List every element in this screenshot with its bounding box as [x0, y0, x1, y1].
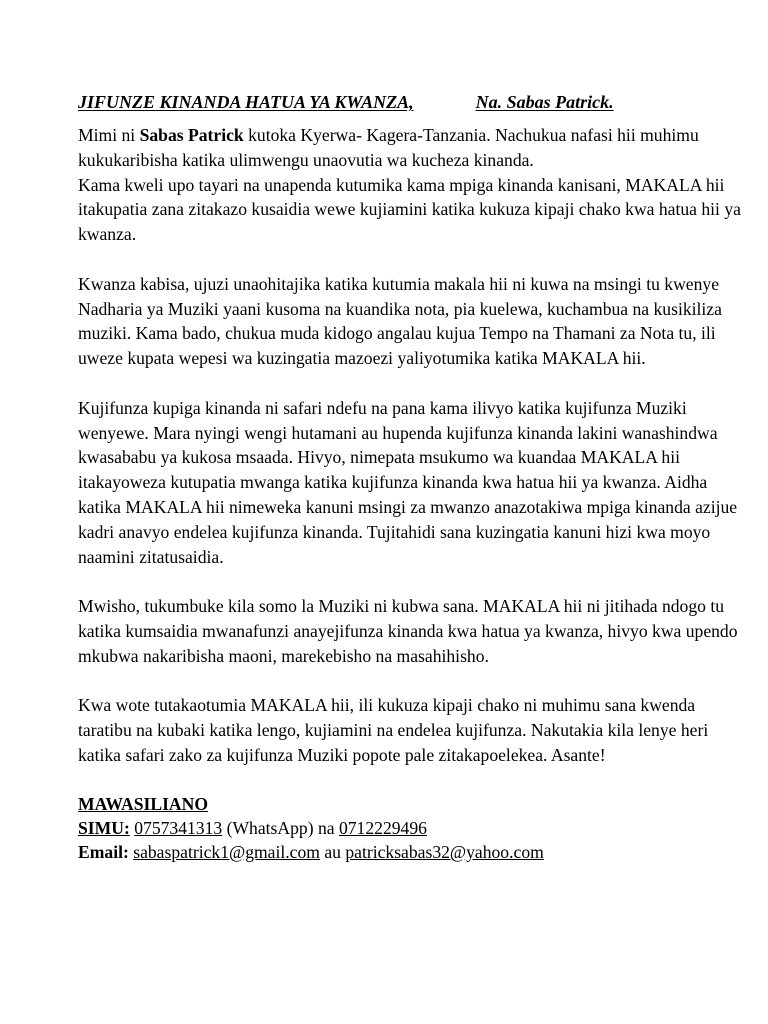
email-link-1[interactable]: sabaspatrick1@gmail.com — [133, 841, 320, 862]
phone-label: SIMU: — [78, 817, 130, 838]
phone-number-2[interactable]: 0712229496 — [338, 817, 427, 838]
intro-paragraph — [78, 123, 750, 173]
intro-text-start: Mimi ni — [78, 125, 140, 145]
intro-paragraph-2: Kama kweli upo tayari na unapenda kutumika kama mpiga kinanda kanisani, MAKALA hii itakupatia zana zitakazo kusaidia wewe kujiamini katika kukuza kipaji chako kwa hatua hii ya kwanza. — [78, 174, 741, 245]
author-name: Sabas Patrick — [139, 125, 244, 145]
email-line — [78, 840, 768, 864]
paragraph-conclusion: Mwisho, tukumbuke kila somo la Muziki ni kubwa sana. MAKALA hii ni jitihada ndogo tu katika kumsaidia mwanafunzi anayejifunza kinanda kwa hatua ya kwanza, hivyo kwa upendo mkubwa nakaribisha maoni, marekebisho na masahihisho. — [78, 596, 738, 666]
document-title: JIFUNZE KINANDA HATUA YA KWANZA, — [78, 92, 414, 112]
document-title-line — [78, 90, 768, 114]
paragraph-requirements: Kwanza kabisa, ujuzi unaohitajika katika kutumia makala hii ni kuwa na msingi tu kwenye Nadharia ya Muziki yaani kusoma na kuandika nota, pia kuelewa, kuchambua na kusikiliza muziki. Kama bado, chukua muda kidogo angalau kujua Tempo na Thamani za Nota tu, ili uweze kupata wepesi wa kuzingatia mazoezi yaliyotumika katika MAKALA hii. — [78, 273, 722, 369]
contacts-heading: MAWASILIANO — [78, 793, 209, 814]
email-label: Email: — [78, 841, 129, 862]
phone-line — [78, 816, 768, 840]
document-author: Na. Sabas Patrick. — [475, 92, 614, 112]
phone-number-1[interactable]: 0757341313 — [134, 817, 223, 838]
paragraph-closing: Kwa wote tutakaotumia MAKALA hii, ili kukuza kipaji chako ni muhimu sana kwenda taratibu na kubaki katika lengo, kujiamini na endelea kujifunza. Nakutakia kila lenye heri katika safari zako za kujifunza Muziki popote pale zitakapoelekea. Asante! — [78, 695, 709, 765]
intro-text-rest: kutoka Kyerwa- Kagera-Tanzania. Nachukua nafasi hii muhimu kukukaribisha katika ulimwengu unaovutia wa kucheza kinanda. — [78, 125, 699, 170]
email-link-2[interactable]: patricksabas32@yahoo.com — [345, 841, 544, 862]
paragraph-journey: Kujifunza kupiga kinanda ni safari ndefu na pana kama ilivyo katika kujifunza Muziki wenyewe. Mara nyingi wengi hutamani au hupenda kujifunza kinanda lakini wanashindwa kwasababu ya kukosa msaada. Hivyo, nimepata msukumo wa kuandaa MAKALA hii itakayoweza kutupatia mwanga katika kujifunza kinanda kwa hatua hii ya kwanza. Aidha katika MAKALA hii nimeweka kanuni msingi za mwanzo anazotakiwa mpiga kinanda azijue kadri anavyo endelea kujifunza kinanda. Tujitahidi sana kuzingatia kanuni hizi kwa moyo naamini zitatusaidia. — [78, 397, 738, 567]
email-join: au — [319, 841, 346, 862]
phone-note: (WhatsApp) na — [222, 817, 339, 838]
contacts-section — [78, 792, 768, 864]
